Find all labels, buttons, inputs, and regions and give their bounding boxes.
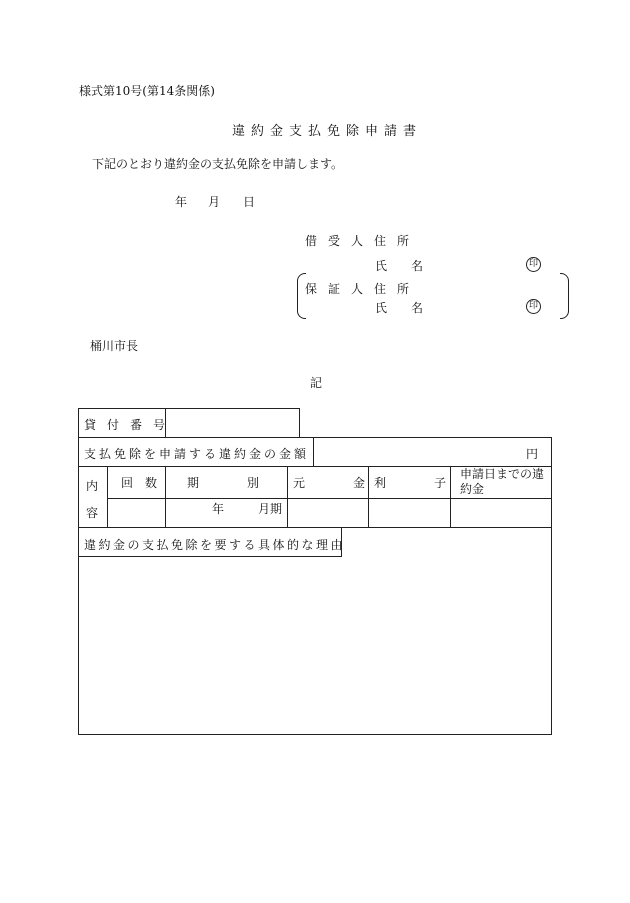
col-count-header: 回 数 [121, 476, 158, 490]
seal-icon: 印 [526, 257, 541, 272]
period-month: 月期 [258, 502, 283, 516]
col-interest-header: 利 子 [374, 476, 447, 490]
date-year: 年 [175, 195, 188, 209]
period-year: 年 [212, 502, 225, 516]
loan-number-label: 貸付番号 [84, 418, 177, 432]
date-day: 日 [243, 195, 256, 209]
reason-input-area[interactable] [80, 558, 550, 733]
amount-label: 支払免除を申請する違約金の金額 [84, 447, 310, 461]
yen-unit: 円 [526, 447, 539, 461]
contents-label-bottom: 容 [86, 506, 99, 520]
contents-label-top: 内 [86, 479, 99, 493]
col-penalty-header: 申請日までの違約金 [460, 467, 545, 496]
intro-text: 下記のとおり違約金の支払免除を申請します。 [92, 157, 344, 171]
guarantor-name-label: 氏 名 [375, 301, 430, 315]
reason-label: 違約金の支払免除を要する具体的な理由 [84, 538, 346, 552]
borrower-address-label: 借受人住所 [305, 234, 421, 248]
seal-icon: 印 [526, 299, 541, 314]
addressee: 桶川市長 [90, 339, 139, 353]
date-month: 月 [208, 195, 221, 209]
ki-heading: 記 [310, 376, 323, 390]
col-period-header: 期 別 [187, 476, 260, 490]
page-title: 違約金支払免除申請書 [232, 124, 423, 139]
form-number: 様式第10号(第14条関係) [79, 84, 215, 98]
col-principal-header: 元 金 [293, 476, 366, 490]
borrower-name-label: 氏 名 [375, 259, 430, 273]
guarantor-right-bracket [560, 273, 569, 319]
guarantor-address-label: 保証人住所 [305, 282, 421, 296]
